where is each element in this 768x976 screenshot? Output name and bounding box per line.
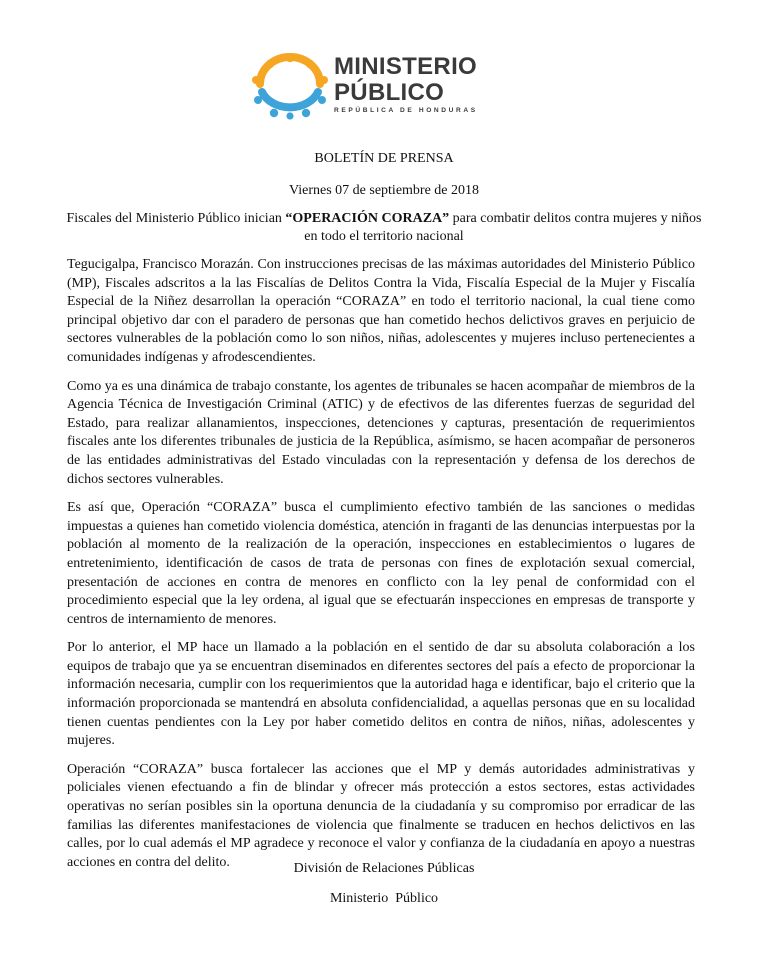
body-paragraph: Como ya es una dinámica de trabajo constante, los agentes de tribunales se hacen acompañar de miembros de la Agencia Técnica de Investigación Criminal (ATIC) y de efectivos de las diferentes fuerzas de seguridad del Estado, para realizar allanamientos, inspecciones, detenciones y capturas, presentación de requerimientos fiscales ante los diferentes tribunales de justicia de la República, asímismo, se hacen acompañar de personeros de las entidades administrativas del Estado vinculadas con la representación y defensa de los derechos de dichos sectores vulnerables.: [67, 378, 695, 487]
body-paragraph: Operación “CORAZA” busca fortalecer las acciones que el MP y demás autoridades administrativas y policiales vienen efectuando a fin de blindar y ofrecer más protección a estos sectores, estas actividades operativas no serían posibles sin la oportuna denuncia de la ciudadanía y su compromiso por erradicar de las familias las diferentes manifestaciones de violencia que finalmente se traducen en hechos delictivos en las calles, por lo cual además el MP agradece y reconoce el valor y confianza de la ciudadanía en apoyo a nuestras acciones en contra del delito.: [67, 761, 695, 870]
headline-post: para combatir delitos contra mujeres y niños en todo el territorio nacional: [304, 211, 702, 244]
body-paragraph: Tegucigalpa, Francisco Morazán. Con instrucciones precisas de las máximas autoridades del Ministerio Público (MP), Fiscales adscritos a la las Fiscalías de Delitos Contra la Vida, Fiscalía Especial de la Mujer y Fiscalía Especial de la Niñez desarrollan la operación “CORAZA” en todo el territorio nacional, la cual tiene como principal objetivo dar con el paradero de personas que han cometido hechos delictivos graves en perjuicio de sectores vulnerables de la población como lo son niños, niñas, adolescentes y mujeres incluso pertenecientes a comunidades indígenas y afrodescendientes.: [67, 257, 695, 365]
logo-line-ministerio: MINISTERIO: [334, 53, 478, 80]
headline-operation-name: “OPERACIÓN CORAZA”: [285, 211, 450, 226]
logo-emblem-icon: [250, 50, 330, 120]
headline-pre: Fiscales del Ministerio Público inician: [66, 211, 286, 226]
bulletin-headline: [60, 210, 708, 246]
bulletin-date: Viernes 07 de septiembre de 2018: [288, 183, 480, 198]
logo-wordmark: [334, 54, 478, 114]
bulletin-body: [67, 256, 695, 882]
body-paragraph: Por lo anterior, el MP hace un llamado a la población en el sentido de dar su absoluta colaboración a los equipos de trabajo que ya se encuentran diseminados en diferentes sectores del país a efecto de proporcionar la información necesaria, cumplir con los requerimientos que la autoridad haga e identificar, bajo el criterio que la información proporcionada se mantendrá en absoluta confidencialidad, a aquellas personas que en su localidad tienen cuentas pendientes con la Ley por haber cometido delitos en contra de niños, niñas, adolescentes y mujeres.: [67, 640, 695, 749]
signature-division: División de Relaciones Públicas: [293, 861, 475, 876]
ministerio-publico-logo: [250, 50, 520, 120]
logo-line-publico: PÚBLICO: [334, 79, 445, 106]
signature-institution: Ministerio Público: [329, 891, 439, 906]
body-paragraph: Es así que, Operación “CORAZA” busca el cumplimiento efectivo también de las sanciones o medidas impuestas a quienes han cometido violencia doméstica, atención in fraganti de las denuncias interpuestas por la población al momento de la realización de la operación, inspecciones en establecimientos o lugares de entretenimiento, identificación de casos de trata de personas con fines de explotación sexual comercial, presentación de acciones en contra de menores en conflicto con la ley penal de conformidad con el procedimiento especial que la ley ordena, al igual que se efectuarán inspecciones en empresas de transporte y centros de internamiento de menores.: [67, 500, 695, 627]
logo-subtitle: REPÚBLICA DE HONDURAS: [334, 107, 478, 114]
bulletin-title: BOLETÍN DE PRENSA: [314, 151, 454, 166]
